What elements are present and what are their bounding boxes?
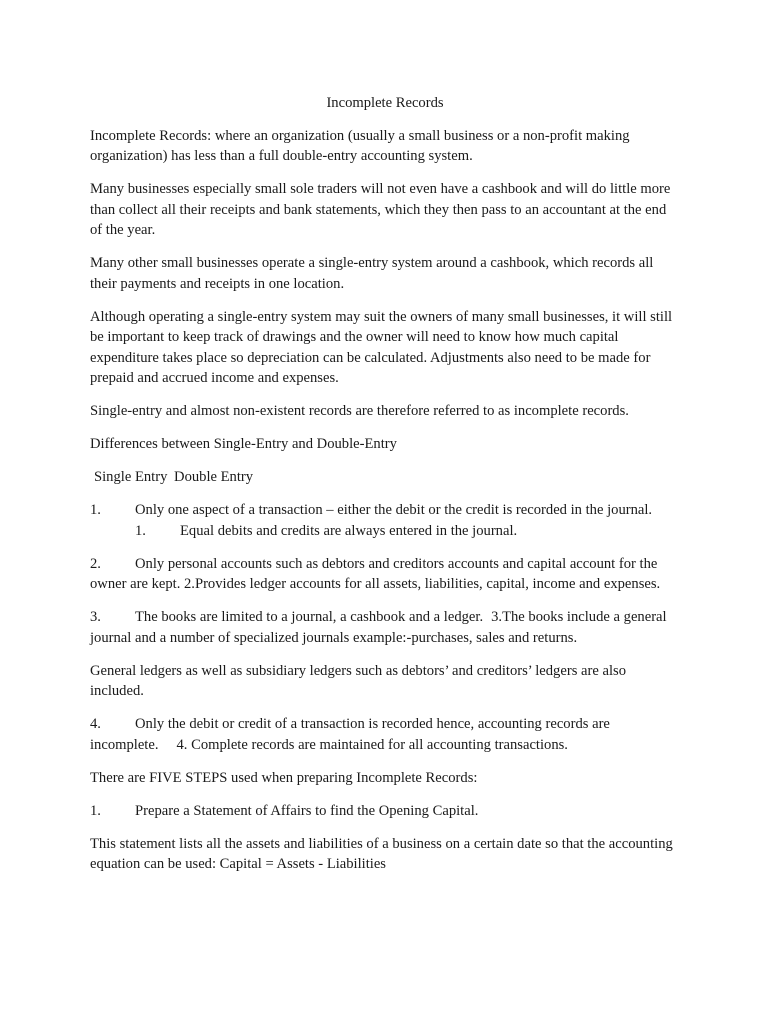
list-number: 1.	[90, 802, 101, 819]
list-text: Only the debit or credit of a transaction is recorded hence, accounting records are incomplete.	[90, 716, 610, 753]
list-text: Prepare a Statement of Affairs to find the Opening Capital.	[135, 802, 479, 819]
sole-traders-paragraph: Many businesses especially small sole traders will not even have a cashbook and will do little more than collect all their receipts and bank statements, which they then pass to an accountant at the end of the year.	[90, 181, 671, 238]
differences-heading: Differences between Single-Entry and Double-Entry	[90, 436, 397, 452]
sub-item	[90, 521, 680, 542]
list-number: 2.	[90, 555, 101, 572]
difference-item-3	[90, 607, 680, 648]
single-entry-system-paragraph: Many other small businesses operate a single-entry system around a cashbook, which records all their payments and receipts in one location.	[90, 255, 654, 292]
list-text: The books are limited to a journal, a cashbook and a ledger.	[135, 609, 484, 625]
adjustments-paragraph: Although operating a single-entry system may suit the owners of many small businesses, it will still be important to keep track of drawings and the owner will need to know how much capital expenditure takes place so depreciation can be calculated. Adjustments also need to be made for prepaid and accrued income and expenses.	[90, 308, 673, 386]
list-number: 1.	[90, 502, 101, 518]
difference-item-1	[90, 500, 680, 541]
list-number: 3.	[90, 609, 101, 625]
double-entry-heading: Double Entry	[174, 469, 254, 485]
list-number: 1.	[135, 522, 146, 539]
incomplete-records-paragraph: Single-entry and almost non-existent records are therefore referred to as incomplete records.	[90, 403, 629, 419]
definition-paragraph: Incomplete Records: where an organization (usually a small business or a non-profit making organization) has less than a full double-entry accounting system.	[90, 127, 630, 164]
step-1	[90, 801, 680, 822]
list-number: 4.	[90, 716, 101, 732]
difference-item-4	[90, 714, 680, 755]
list-text-double-entry: 3.The books include a general journal and a number of specialized journals example:-purchases, sales and returns.	[90, 609, 667, 646]
single-entry-heading: Single Entry	[94, 469, 168, 485]
column-headings	[90, 467, 680, 488]
ledgers-paragraph: General ledgers as well as subsidiary ledgers such as debtors’ and creditors’ ledgers are also included.	[90, 662, 626, 699]
difference-item-2	[90, 554, 680, 595]
list-text: Only personal accounts such as debtors and creditors accounts and capital account for the owner are kept. 2.Provides ledger accounts for all assets, liabilities, capital, income and expenses.	[90, 555, 661, 592]
statement-of-affairs-paragraph: This statement lists all the assets and liabilities of a business on a certain date so that the accounting equation can be used: Capital = Assets - Liabilities	[90, 835, 673, 872]
five-steps-paragraph: There are FIVE STEPS used when preparing Incomplete Records:	[90, 769, 478, 786]
list-text: Equal debits and credits are always entered in the journal.	[180, 522, 518, 539]
document-title: Incomplete Records	[326, 95, 444, 111]
list-text: Only one aspect of a transaction – either the debit or the credit is recorded in the journal.	[135, 502, 653, 518]
list-text-double-entry: 4. Complete records are maintained for all accounting transactions.	[176, 736, 568, 753]
